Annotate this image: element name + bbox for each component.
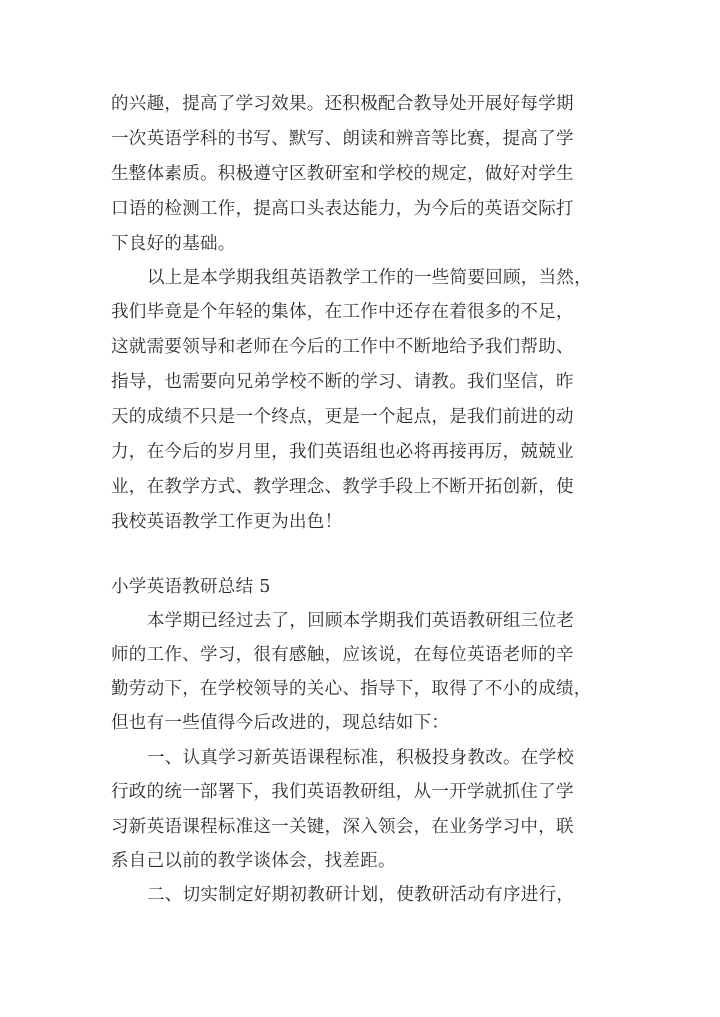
text-line: 业，在教学方式、教学理念、教学手段上不断开拓创新，使 [111, 477, 574, 497]
text-line: 口语的检测工作，提高口头表达能力，为今后的英语交际打 [111, 199, 574, 219]
text-line: 指导，也需要向兄弟学校不断的学习、请教。我们坚信，昨 [111, 372, 574, 392]
text-line: 生整体素质。积极遵守区教研室和学校的规定，做好对学生 [111, 164, 574, 184]
text-line: 一次英语学科的书写、默写、朗读和辨音等比赛，提高了学 [111, 129, 574, 149]
text-line: 行政的统一部署下，我们英语教研组，从一开学就抓住了学 [111, 782, 574, 802]
text-line: 力，在今后的岁月里，我们英语组也必将再接再厉，兢兢业 [111, 442, 574, 462]
section-heading: 小学英语教研总结 5 [111, 577, 271, 597]
text-line: 一、认真学习新英语课程标准，积极投身教改。在学校 [147, 748, 575, 768]
text-line: 以上是本学期我组英语教学工作的一些简要回顾，当然， [147, 268, 592, 288]
text-line: 勤劳动下，在学校领导的关心、指导下，取得了不小的成绩， [111, 679, 592, 699]
text-line: 二、切实制定好期初教研计划，使教研活动有序进行， [147, 885, 575, 905]
text-line: 天的成绩不只是一个终点，更是一个起点，是我们前进的动 [111, 407, 574, 427]
text-line: 这就需要领导和老师在今后的工作中不断地给予我们帮助、 [111, 337, 574, 357]
text-line: 本学期已经过去了，回顾本学期我们英语教研组三位老 [147, 611, 575, 631]
text-line: 师的工作、学习，很有感触，应该说，在每位英语老师的辛 [111, 645, 574, 665]
text-line: 的兴趣，提高了学习效果。还积极配合教导处开展好每学期 [111, 94, 574, 114]
text-line: 我校英语教学工作更为出色！ [111, 512, 343, 532]
text-line: 系自己以前的教学谈体会，找差距。 [111, 851, 396, 871]
text-line: 习新英语课程标准这一关键，深入领会，在业务学习中，联 [111, 817, 574, 837]
text-line: 但也有一些值得今后改进的，现总结如下： [111, 713, 450, 733]
text-line: 我们毕竟是个年轻的集体，在工作中还存在着很多的不足， [111, 302, 574, 322]
text-line: 下良好的基础。 [111, 234, 236, 254]
